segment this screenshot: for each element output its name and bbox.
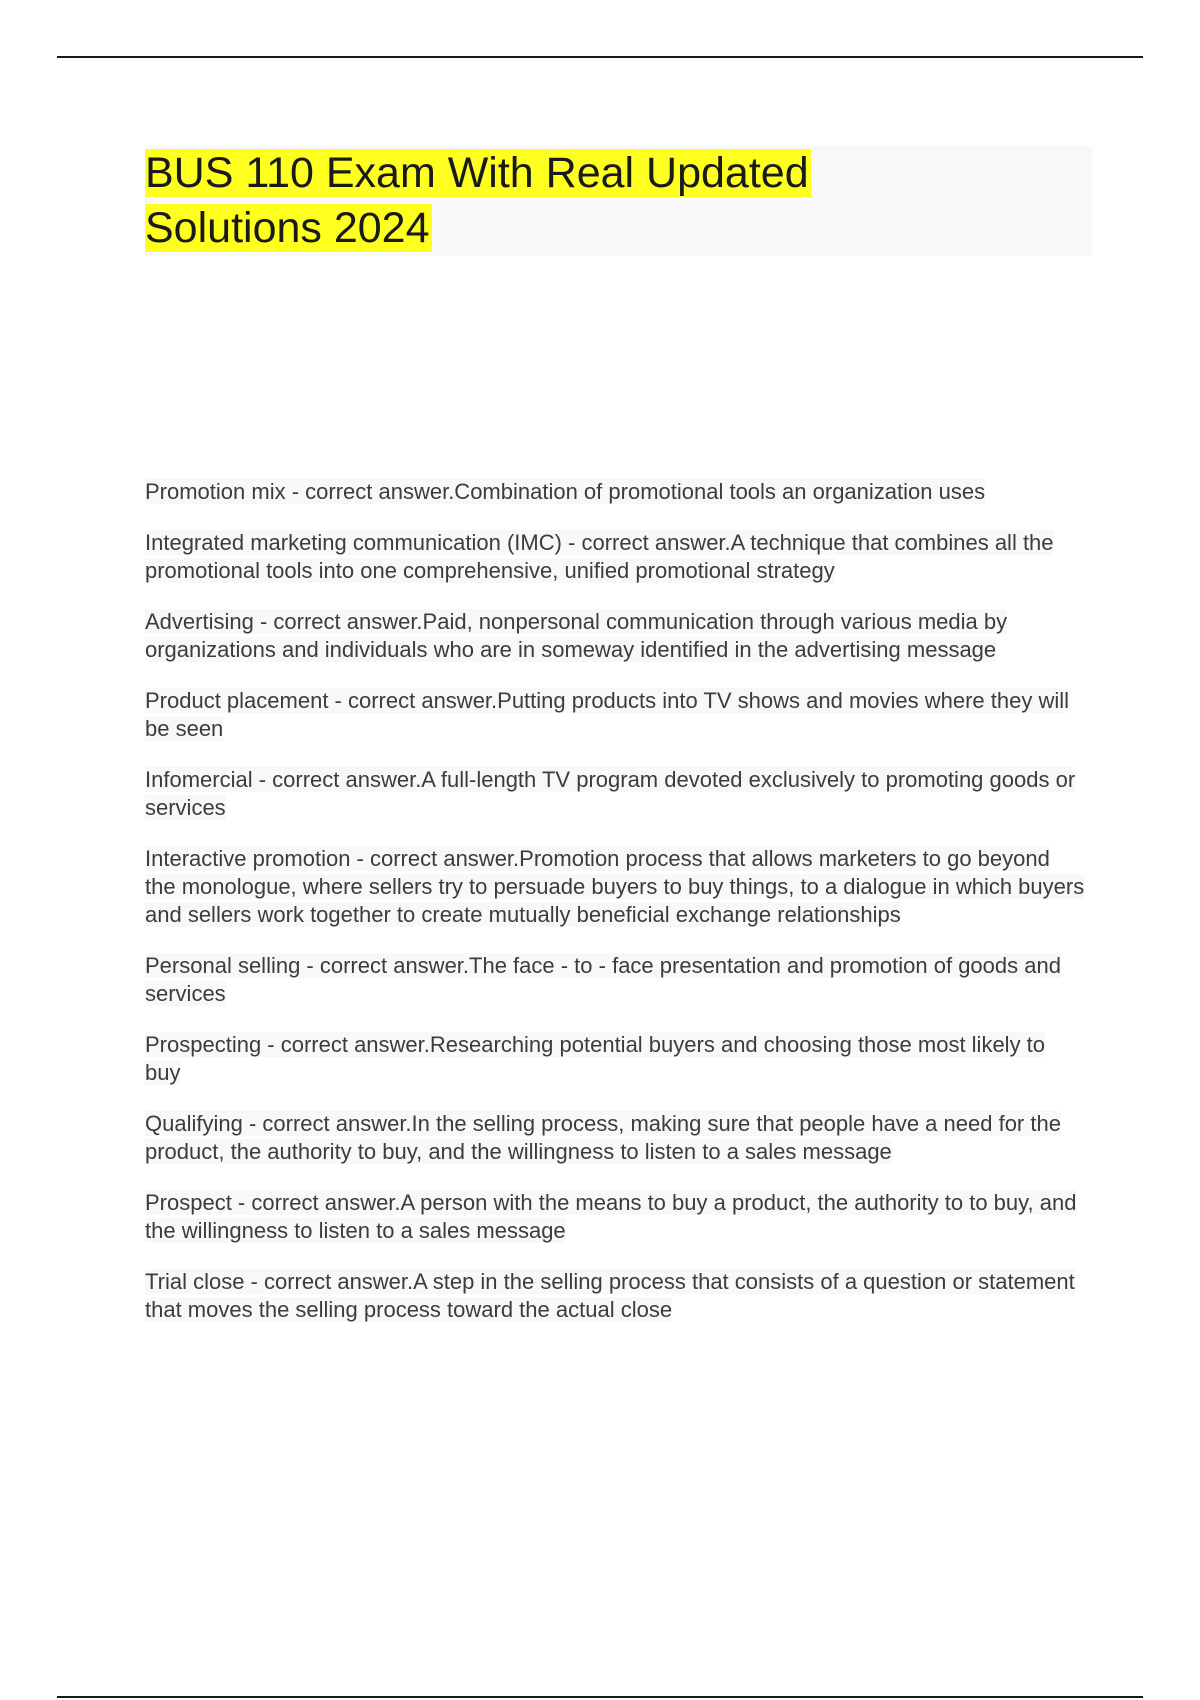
qa-item-trial-close: Trial close - correct answer.A step in the selling process that consists of a question or statement that moves the selling process toward the actual close — [145, 1269, 1075, 1322]
qa-item-qualifying: Qualifying - correct answer.In the selling process, making sure that people have a need for the product, the authority to buy, and the willingness to listen to a sales message — [145, 1111, 1061, 1164]
qa-item-promotion-mix: Promotion mix - correct answer.Combination of promotional tools an organization uses — [145, 479, 986, 504]
qa-list — [145, 478, 1085, 1347]
qa-item-interactive-promotion: Interactive promotion - correct answer.Promotion process that allows marketers to go beyond the monologue, where sellers try to persuade buyers to buy things, to a dialogue in which buyers and sellers work together to create mutually beneficial exchange relationships — [145, 846, 1085, 927]
qa-item-imc: Integrated marketing communication (IMC) - correct answer.A technique that combines all the promotional tools into one comprehensive, unified promotional strategy — [145, 530, 1054, 583]
qa-item-product-placement: Product placement - correct answer.Putting products into TV shows and movies where they will be seen — [145, 688, 1070, 741]
qa-item-prospecting: Prospecting - correct answer.Researching potential buyers and choosing those most likely to buy — [145, 1032, 1046, 1085]
title-block — [145, 146, 1092, 256]
document-title — [145, 146, 1092, 256]
bottom-rule — [57, 1696, 1143, 1698]
title-line-2: Solutions 2024 — [145, 204, 430, 252]
qa-item-infomercial: Infomercial - correct answer.A full-length TV program devoted exclusively to promoting goods or services — [145, 767, 1076, 820]
top-rule — [57, 56, 1143, 58]
qa-item-personal-selling: Personal selling - correct answer.The face - to - face presentation and promotion of goods and services — [145, 953, 1061, 1006]
qa-item-prospect: Prospect - correct answer.A person with the means to buy a product, the authority to to buy, and the willingness to listen to a sales message — [145, 1190, 1077, 1243]
qa-item-advertising: Advertising - correct answer.Paid, nonpersonal communication through various media by organizations and individuals who are in someway identified in the advertising message — [145, 609, 1008, 662]
title-line-1: BUS 110 Exam With Real Updated — [145, 149, 809, 197]
